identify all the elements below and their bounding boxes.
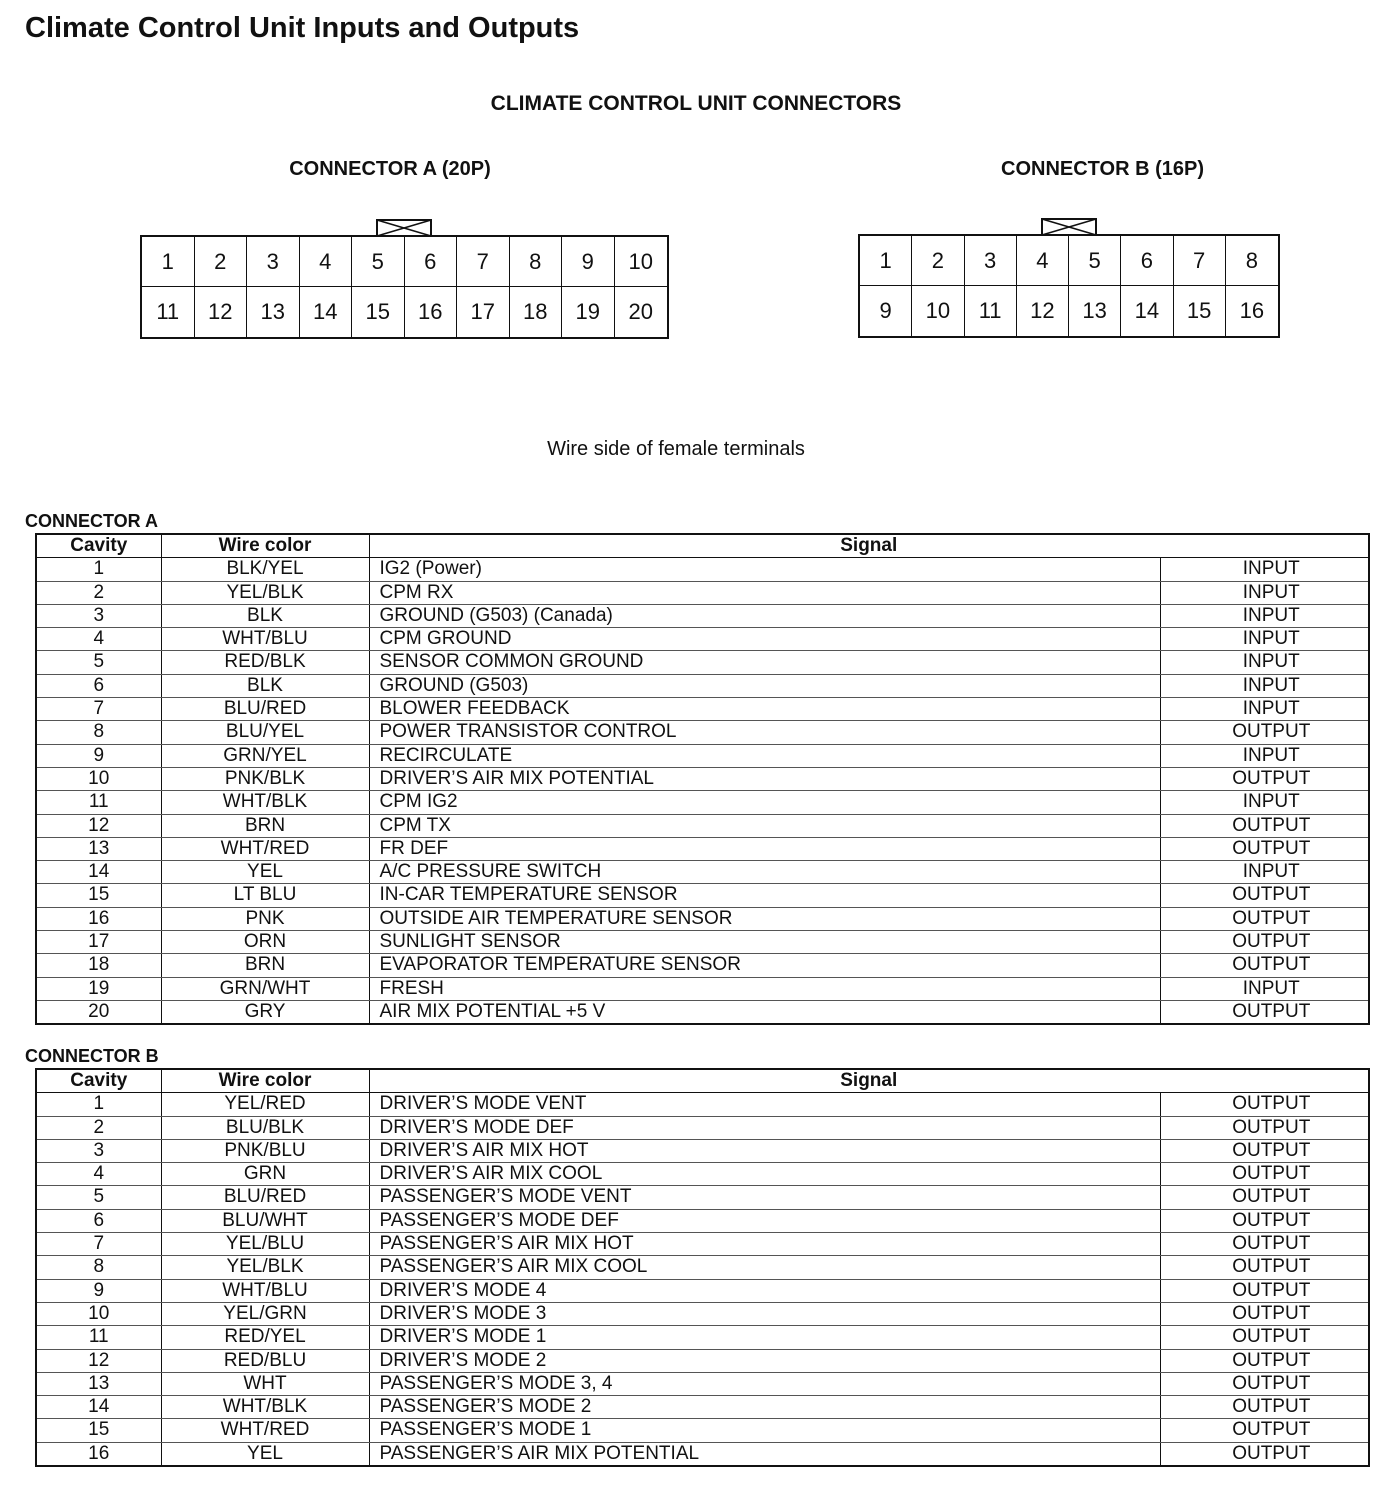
signal-cell: PASSENGER’S AIR MIX POTENTIAL xyxy=(369,1442,1160,1466)
direction-cell: OUTPUT xyxy=(1160,1279,1369,1302)
direction-cell: OUTPUT xyxy=(1160,954,1369,977)
direction-cell: INPUT xyxy=(1160,674,1369,697)
signal-cell: PASSENGER’S MODE 3, 4 xyxy=(369,1372,1160,1395)
wire-color-cell: BRN xyxy=(161,814,369,837)
wire-color-cell: BLU/RED xyxy=(161,698,369,721)
signal-cell: PASSENGER’S MODE 1 xyxy=(369,1419,1160,1442)
cavity-cell: 15 xyxy=(36,884,161,907)
wire-color-cell: BLK/YEL xyxy=(161,558,369,581)
connector-a-table xyxy=(35,533,1370,1025)
cavity-header: Cavity xyxy=(36,1069,161,1093)
cavity-cell: 7 xyxy=(36,698,161,721)
direction-cell: OUTPUT xyxy=(1160,767,1369,790)
cavity-cell: 13 xyxy=(36,837,161,860)
wire-color-cell: YEL/BLK xyxy=(161,581,369,604)
signal-cell: BLOWER FEEDBACK xyxy=(369,698,1160,721)
cavity-cell: 12 xyxy=(36,1349,161,1372)
connector-pin: 4 xyxy=(1017,236,1069,286)
connector-pin: 16 xyxy=(1239,298,1265,323)
cavity-cell: 2 xyxy=(36,1116,161,1139)
connector-b-table xyxy=(35,1068,1370,1467)
signal-cell: FR DEF xyxy=(369,837,1160,860)
table-row xyxy=(36,721,1369,744)
wire-color-cell: WHT/BLU xyxy=(161,628,369,651)
signal-cell: IG2 (Power) xyxy=(369,558,1160,581)
wire-color-cell: BLU/YEL xyxy=(161,721,369,744)
connector-pin: 5 xyxy=(352,237,405,287)
cavity-cell: 14 xyxy=(36,861,161,884)
signal-cell: DRIVER’S MODE 3 xyxy=(369,1302,1160,1325)
signal-cell: DRIVER’S AIR MIX COOL xyxy=(369,1163,1160,1186)
direction-cell: OUTPUT xyxy=(1160,1186,1369,1209)
table-row xyxy=(36,1139,1369,1162)
direction-cell: OUTPUT xyxy=(1160,1233,1369,1256)
signal-cell: OUTSIDE AIR TEMPERATURE SENSOR xyxy=(369,907,1160,930)
cavity-cell: 10 xyxy=(36,767,161,790)
wire-color-cell: RED/BLK xyxy=(161,651,369,674)
direction-cell: OUTPUT xyxy=(1160,1396,1369,1419)
cavity-cell: 11 xyxy=(36,1326,161,1349)
table-row xyxy=(36,1302,1369,1325)
direction-cell: OUTPUT xyxy=(1160,1419,1369,1442)
wire-color-cell: PNK xyxy=(161,907,369,930)
cavity-cell: 12 xyxy=(36,814,161,837)
signal-header: Signal xyxy=(369,1069,1369,1093)
direction-cell: OUTPUT xyxy=(1160,907,1369,930)
table-header-row xyxy=(36,1069,1369,1093)
signal-header: Signal xyxy=(369,534,1369,558)
table-row xyxy=(36,1442,1369,1466)
table-row xyxy=(36,744,1369,767)
signal-cell: RECIRCULATE xyxy=(369,744,1160,767)
signal-cell: DRIVER’S AIR MIX HOT xyxy=(369,1139,1160,1162)
wire-side-note: Wire side of female terminals xyxy=(547,438,805,460)
wire-color-header: Wire color xyxy=(161,1069,369,1093)
cavity-cell: 4 xyxy=(36,1163,161,1186)
connector-pin: 1 xyxy=(860,236,912,286)
table-header-row xyxy=(36,534,1369,558)
table-row xyxy=(36,791,1369,814)
wire-color-cell: LT BLU xyxy=(161,884,369,907)
direction-cell: INPUT xyxy=(1160,604,1369,627)
connector-pin: 2 xyxy=(912,236,964,286)
direction-cell: OUTPUT xyxy=(1160,1163,1369,1186)
wire-color-cell: YEL/GRN xyxy=(161,1302,369,1325)
connector-pin: 14 xyxy=(300,287,353,337)
wire-color-cell: WHT xyxy=(161,1372,369,1395)
connector-pin: 7 xyxy=(1174,236,1226,286)
wire-color-cell: BRN xyxy=(161,954,369,977)
cavity-cell: 16 xyxy=(36,1442,161,1466)
connector-pin: 8 xyxy=(510,237,563,287)
wire-color-cell: BLK xyxy=(161,604,369,627)
section-subtitle: CLIMATE CONTROL UNIT CONNECTORS xyxy=(490,92,902,115)
table-row xyxy=(36,581,1369,604)
table-row xyxy=(36,1372,1369,1395)
wire-color-cell: GRN xyxy=(161,1163,369,1186)
cavity-cell: 15 xyxy=(36,1419,161,1442)
cavity-cell: 9 xyxy=(36,1279,161,1302)
signal-cell: GROUND (G503) xyxy=(369,674,1160,697)
cavity-cell: 3 xyxy=(36,1139,161,1162)
table-row xyxy=(36,558,1369,581)
connector-pin: 8 xyxy=(1226,236,1278,286)
direction-cell: INPUT xyxy=(1160,558,1369,581)
connector-pin: 6 xyxy=(1121,236,1173,286)
table-row xyxy=(36,1326,1369,1349)
signal-cell: PASSENGER’S MODE DEF xyxy=(369,1209,1160,1232)
direction-cell: INPUT xyxy=(1160,628,1369,651)
cavity-cell: 3 xyxy=(36,604,161,627)
connector-pin: 5 xyxy=(1069,236,1121,286)
connector-b-label: CONNECTOR B xyxy=(25,1046,159,1066)
connector-b-diagram-label: CONNECTOR B (16P) xyxy=(1001,158,1204,180)
signal-cell: DRIVER’S MODE 2 xyxy=(369,1349,1160,1372)
connector-pin: 9 xyxy=(860,286,912,336)
table-row xyxy=(36,1093,1369,1116)
table-row xyxy=(36,1349,1369,1372)
wire-color-cell: PNK/BLU xyxy=(161,1139,369,1162)
connector-pin: 15 xyxy=(352,287,405,337)
connector-pin: 13 xyxy=(1069,286,1121,336)
table-row xyxy=(36,651,1369,674)
direction-cell: OUTPUT xyxy=(1160,931,1369,954)
connector-pin: 7 xyxy=(457,237,510,287)
wire-color-cell: GRN/WHT xyxy=(161,977,369,1000)
signal-cell: CPM GROUND xyxy=(369,628,1160,651)
direction-cell: OUTPUT xyxy=(1160,884,1369,907)
wire-color-cell: BLU/RED xyxy=(161,1186,369,1209)
table-row xyxy=(36,814,1369,837)
signal-cell: PASSENGER’S AIR MIX HOT xyxy=(369,1233,1160,1256)
cavity-header: Cavity xyxy=(36,534,161,558)
table-row xyxy=(36,884,1369,907)
wire-color-cell: ORN xyxy=(161,931,369,954)
table-row xyxy=(36,1186,1369,1209)
direction-cell: OUTPUT xyxy=(1160,814,1369,837)
cavity-cell: 16 xyxy=(36,907,161,930)
cavity-cell: 5 xyxy=(36,1186,161,1209)
signal-cell: DRIVER’S AIR MIX POTENTIAL xyxy=(369,767,1160,790)
signal-cell: AIR MIX POTENTIAL +5 V xyxy=(369,1000,1160,1024)
signal-cell: CPM RX xyxy=(369,581,1160,604)
connector-pin: 3 xyxy=(965,236,1017,286)
cavity-cell: 9 xyxy=(36,744,161,767)
direction-cell: OUTPUT xyxy=(1160,1372,1369,1395)
connector-pin: 10 xyxy=(615,237,668,287)
table-row xyxy=(36,628,1369,651)
signal-cell: POWER TRANSISTOR CONTROL xyxy=(369,721,1160,744)
connector-pin: 14 xyxy=(1121,286,1173,336)
connector-pin: 6 xyxy=(405,237,458,287)
direction-cell: OUTPUT xyxy=(1160,1209,1369,1232)
table-row xyxy=(36,931,1369,954)
direction-cell: OUTPUT xyxy=(1160,1116,1369,1139)
table-row xyxy=(36,977,1369,1000)
connector-pin: 18 xyxy=(510,287,563,337)
table-row xyxy=(36,861,1369,884)
wire-color-cell: RED/YEL xyxy=(161,1326,369,1349)
direction-cell: OUTPUT xyxy=(1160,1302,1369,1325)
signal-cell: GROUND (G503) (Canada) xyxy=(369,604,1160,627)
connector-pin: 9 xyxy=(562,237,615,287)
direction-cell: INPUT xyxy=(1160,698,1369,721)
wire-color-cell: GRN/YEL xyxy=(161,744,369,767)
table-row xyxy=(36,698,1369,721)
page-title: Climate Control Unit Inputs and Outputs xyxy=(25,12,580,44)
table-row xyxy=(36,1279,1369,1302)
wire-color-cell: GRY xyxy=(161,1000,369,1024)
wire-color-cell: RED/BLU xyxy=(161,1349,369,1372)
cavity-cell: 5 xyxy=(36,651,161,674)
direction-cell: INPUT xyxy=(1160,744,1369,767)
direction-cell: OUTPUT xyxy=(1160,721,1369,744)
direction-cell: OUTPUT xyxy=(1160,1442,1369,1466)
direction-cell: OUTPUT xyxy=(1160,1000,1369,1024)
table-row xyxy=(36,1000,1369,1024)
connector-pin: 11 xyxy=(142,287,195,337)
wire-color-cell: YEL/RED xyxy=(161,1093,369,1116)
cavity-cell: 6 xyxy=(36,674,161,697)
signal-cell: CPM TX xyxy=(369,814,1160,837)
wire-color-cell: WHT/RED xyxy=(161,837,369,860)
cavity-cell: 6 xyxy=(36,1209,161,1232)
connector-pin: 3 xyxy=(247,237,300,287)
signal-cell: DRIVER’S MODE 1 xyxy=(369,1326,1160,1349)
direction-cell: INPUT xyxy=(1160,977,1369,1000)
direction-cell: OUTPUT xyxy=(1160,1349,1369,1372)
connector-pin: 17 xyxy=(457,287,510,337)
signal-cell: IN-CAR TEMPERATURE SENSOR xyxy=(369,884,1160,907)
cavity-cell: 8 xyxy=(36,721,161,744)
table-row xyxy=(36,674,1369,697)
connector-a-diagram-label: CONNECTOR A (20P) xyxy=(289,158,491,180)
table-row xyxy=(36,954,1369,977)
connector-pin: 1 xyxy=(142,237,195,287)
table-row xyxy=(36,1116,1369,1139)
signal-cell: DRIVER’S MODE DEF xyxy=(369,1116,1160,1139)
table-row xyxy=(36,604,1369,627)
direction-cell: OUTPUT xyxy=(1160,1139,1369,1162)
cavity-cell: 20 xyxy=(36,1000,161,1024)
direction-cell: INPUT xyxy=(1160,791,1369,814)
signal-cell: CPM IG2 xyxy=(369,791,1160,814)
connector-pin: 10 xyxy=(912,286,964,336)
direction-cell: INPUT xyxy=(1160,861,1369,884)
table-row xyxy=(36,767,1369,790)
wire-color-cell: YEL/BLK xyxy=(161,1256,369,1279)
signal-cell: EVAPORATOR TEMPERATURE SENSOR xyxy=(369,954,1160,977)
wire-color-cell: WHT/BLK xyxy=(161,1396,369,1419)
wire-color-cell: WHT/BLU xyxy=(161,1279,369,1302)
connector-pin: 12 xyxy=(195,287,248,337)
connector-pin: 4 xyxy=(300,237,353,287)
wire-color-cell: BLU/BLK xyxy=(161,1116,369,1139)
cavity-cell: 14 xyxy=(36,1396,161,1419)
table-row xyxy=(36,1209,1369,1232)
direction-cell: INPUT xyxy=(1160,651,1369,674)
connector-pin: 16 xyxy=(405,287,458,337)
connector-pin: 13 xyxy=(247,287,300,337)
signal-cell: DRIVER’S MODE 4 xyxy=(369,1279,1160,1302)
connector-a-label: CONNECTOR A xyxy=(25,511,159,531)
connector-pin: 19 xyxy=(562,287,615,337)
direction-cell: INPUT xyxy=(1160,581,1369,604)
signal-cell: SUNLIGHT SENSOR xyxy=(369,931,1160,954)
table-row xyxy=(36,1396,1369,1419)
connector-b-diagram xyxy=(858,234,1280,338)
connector-pin: 11 xyxy=(965,286,1017,336)
cavity-cell: 19 xyxy=(36,977,161,1000)
cavity-cell: 8 xyxy=(36,1256,161,1279)
cavity-cell: 13 xyxy=(36,1372,161,1395)
table-row xyxy=(36,837,1369,860)
wire-color-cell: BLK xyxy=(161,674,369,697)
signal-cell: SENSOR COMMON GROUND xyxy=(369,651,1160,674)
direction-cell: OUTPUT xyxy=(1160,1256,1369,1279)
wire-color-cell: YEL xyxy=(161,1442,369,1466)
signal-cell: PASSENGER’S AIR MIX COOL xyxy=(369,1256,1160,1279)
wire-color-cell: YEL/BLU xyxy=(161,1233,369,1256)
cavity-cell: 1 xyxy=(36,1093,161,1116)
cavity-cell: 18 xyxy=(36,954,161,977)
signal-cell: A/C PRESSURE SWITCH xyxy=(369,861,1160,884)
cavity-cell: 7 xyxy=(36,1233,161,1256)
connector-pin: 20 xyxy=(628,299,653,324)
wire-color-cell: YEL xyxy=(161,861,369,884)
cavity-cell: 1 xyxy=(36,558,161,581)
cavity-cell: 11 xyxy=(36,791,161,814)
cavity-cell: 17 xyxy=(36,931,161,954)
direction-cell: OUTPUT xyxy=(1160,1093,1369,1116)
table-row xyxy=(36,1419,1369,1442)
connector-pin: 2 xyxy=(195,237,248,287)
table-row xyxy=(36,1256,1369,1279)
direction-cell: OUTPUT xyxy=(1160,837,1369,860)
wire-color-cell: WHT/BLK xyxy=(161,791,369,814)
table-row xyxy=(36,907,1369,930)
wire-color-cell: BLU/WHT xyxy=(161,1209,369,1232)
table-row xyxy=(36,1163,1369,1186)
connector-a-diagram xyxy=(140,235,669,339)
signal-cell: DRIVER’S MODE VENT xyxy=(369,1093,1160,1116)
cavity-cell: 10 xyxy=(36,1302,161,1325)
wire-color-header: Wire color xyxy=(161,534,369,558)
signal-cell: PASSENGER’S MODE 2 xyxy=(369,1396,1160,1419)
connector-pin: 15 xyxy=(1174,286,1226,336)
wire-color-cell: WHT/RED xyxy=(161,1419,369,1442)
connector-pin: 12 xyxy=(1017,286,1069,336)
direction-cell: OUTPUT xyxy=(1160,1326,1369,1349)
signal-cell: PASSENGER’S MODE VENT xyxy=(369,1186,1160,1209)
wire-color-cell: PNK/BLK xyxy=(161,767,369,790)
signal-cell: FRESH xyxy=(369,977,1160,1000)
cavity-cell: 2 xyxy=(36,581,161,604)
cavity-cell: 4 xyxy=(36,628,161,651)
table-row xyxy=(36,1233,1369,1256)
